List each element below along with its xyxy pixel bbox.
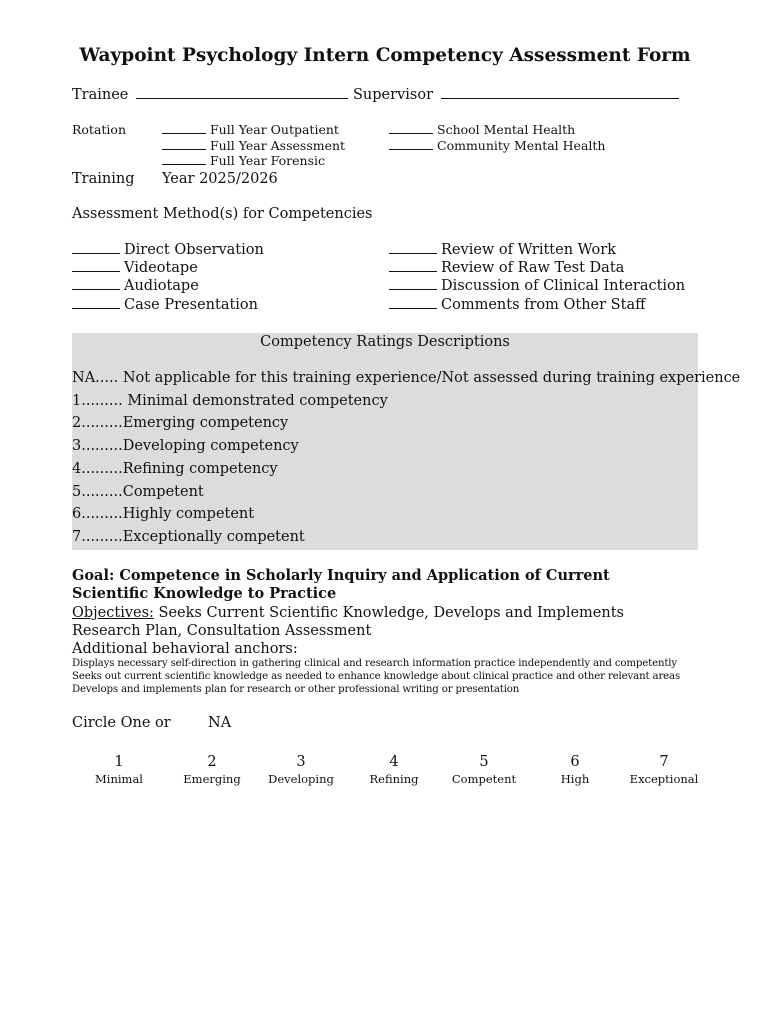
anchor-item: Develops and implements plan for research or other professional writing or presentation bbox=[72, 684, 520, 696]
method-option[interactable]: Direct Observation bbox=[72, 241, 264, 259]
method-option[interactable]: Case Presentation bbox=[72, 296, 264, 314]
scale-option[interactable] bbox=[74, 753, 164, 787]
scale-number: 2 bbox=[207, 754, 217, 770]
circle-one-label: Circle One or bbox=[72, 715, 171, 731]
rating-row: 4.........Refining competency bbox=[72, 460, 278, 477]
scale-label: Developing bbox=[268, 772, 334, 786]
scale-label: Competent bbox=[451, 772, 517, 786]
scale-option[interactable] bbox=[167, 753, 257, 787]
scale-number: 3 bbox=[296, 754, 306, 770]
supervisor-label: Supervisor bbox=[353, 87, 433, 103]
trainee-blank[interactable] bbox=[136, 97, 348, 99]
scale-option[interactable] bbox=[439, 753, 529, 787]
method-option[interactable]: Videotape bbox=[72, 259, 264, 277]
ratings-heading: Competency Ratings Descriptions bbox=[260, 334, 510, 350]
scale-number: 4 bbox=[389, 754, 399, 770]
rating-row: 6.........Highly competent bbox=[72, 506, 255, 523]
method-option[interactable]: Comments from Other Staff bbox=[389, 296, 685, 314]
method-option[interactable]: Review of Written Work bbox=[389, 241, 685, 259]
anchor-item: Displays necessary self-direction in gathering clinical and research information practice independently and competently bbox=[72, 658, 678, 669]
rating-row: 3.........Developing competency bbox=[72, 438, 299, 455]
rating-row: NA..... Not applicable for this training experience/Not assessed during training experience bbox=[72, 370, 741, 386]
assessment-methods-left bbox=[72, 241, 264, 314]
scale-label: Exceptional bbox=[629, 772, 699, 786]
rotation-left-options bbox=[162, 122, 345, 169]
scale-option[interactable] bbox=[530, 753, 620, 787]
assessment-methods-heading: Assessment Method(s) for Competencies bbox=[72, 206, 373, 222]
scale-label: Refining bbox=[369, 772, 419, 786]
rating-row: 5.........Competent bbox=[72, 483, 204, 500]
supervisor-blank[interactable] bbox=[441, 97, 679, 99]
rotation-option[interactable]: Full Year Outpatient bbox=[162, 122, 345, 138]
rotation-option[interactable]: Full Year Assessment bbox=[162, 138, 345, 154]
objectives bbox=[72, 604, 692, 640]
scale-option[interactable] bbox=[619, 753, 709, 787]
supervisor-field[interactable] bbox=[353, 87, 683, 103]
anchors-heading: Additional behavioral anchors: bbox=[72, 641, 298, 657]
method-option[interactable]: Review of Raw Test Data bbox=[389, 259, 685, 277]
ratings-list bbox=[72, 367, 740, 549]
scale-number: 6 bbox=[570, 754, 580, 770]
scale-option[interactable] bbox=[256, 753, 346, 787]
trainee-field[interactable] bbox=[72, 87, 352, 103]
form-title: Waypoint Psychology Intern Competency Assessment Form bbox=[79, 45, 691, 66]
assessment-methods-right bbox=[389, 241, 685, 314]
objectives-label: Objectives: bbox=[72, 605, 154, 621]
scale-number: 5 bbox=[479, 754, 489, 770]
rating-row: 7.........Exceptionally competent bbox=[72, 528, 305, 545]
scale-label: Minimal bbox=[95, 772, 143, 786]
method-option[interactable]: Audiotape bbox=[72, 277, 264, 295]
objectives-text: Seeks Current Scientific Knowledge, Develops and Implements Research Plan, Consultation Assessment bbox=[72, 605, 624, 639]
scale-number: 1 bbox=[114, 754, 124, 770]
scale-number: 7 bbox=[659, 754, 669, 770]
scale-option[interactable] bbox=[349, 753, 439, 787]
rotation-right-options bbox=[389, 122, 605, 153]
training-year: Year 2025/2026 bbox=[162, 171, 278, 187]
rating-row: 2.........Emerging competency bbox=[72, 415, 289, 432]
training-label: Training bbox=[72, 171, 135, 187]
anchor-item: Seeks out current scientific knowledge as needed to enhance knowledge about clinical practice and other relevant areas bbox=[72, 671, 681, 683]
method-option[interactable]: Discussion of Clinical Interaction bbox=[389, 277, 685, 295]
rating-row: 1......... Minimal demonstrated competency bbox=[72, 392, 388, 409]
rotation-label: Rotation bbox=[72, 122, 127, 137]
anchors-list bbox=[72, 657, 680, 697]
rotation-option[interactable]: Community Mental Health bbox=[389, 138, 605, 154]
scale-label: High bbox=[560, 772, 590, 786]
na-option[interactable]: NA bbox=[208, 715, 232, 731]
scale-label: Emerging bbox=[183, 772, 241, 786]
rotation-option[interactable]: School Mental Health bbox=[389, 122, 605, 138]
trainee-label: Trainee bbox=[72, 87, 129, 103]
rotation-option[interactable]: Full Year Forensic bbox=[162, 153, 345, 169]
goal-heading: Goal: Competence in Scholarly Inquiry and Application of Current Scientific Knowledge to Practice bbox=[72, 567, 610, 602]
